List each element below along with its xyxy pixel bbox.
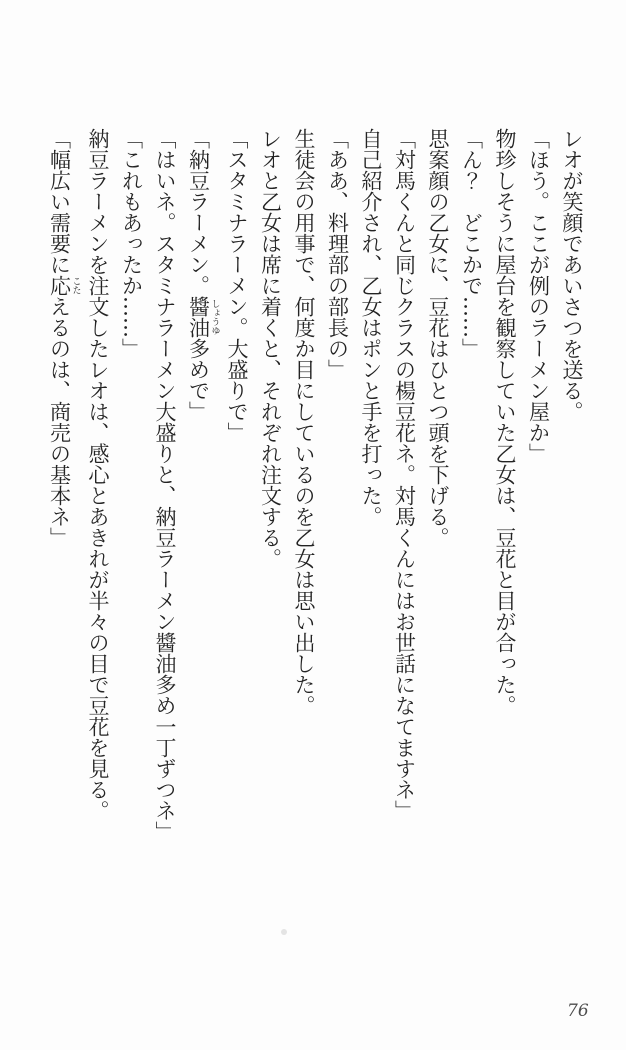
text-columns bbox=[43, 128, 588, 890]
text-line: 「対馬くんと同じクラスの楊豆花ネ。対馬くんにはお世話になてますネ」 bbox=[392, 128, 417, 821]
text-line: レオと乙女は席に着くと、それぞれ注文する。 bbox=[258, 128, 283, 569]
text-line: 「幅広い需要に応 こたえるのは、商売の基本ネ」 bbox=[47, 128, 81, 548]
text-line: 「はいネ。スタミナラーメン大盛りと、納豆ラーメン醬油多め一丁ずつネ」 bbox=[153, 128, 177, 842]
text-line: 「ほう。ここが例のラーメン屋か」 bbox=[526, 128, 551, 464]
text-line: 物珍しそうに屋台を観察していた乙女は、豆花と目が合った。 bbox=[493, 128, 517, 716]
text-line: 「これもあったか……」 bbox=[119, 128, 144, 359]
page-number: 76 bbox=[567, 1001, 589, 1021]
furigana-ruby: 醬油 しょうゆ bbox=[186, 296, 220, 338]
text-line: 生徒会の用事で、何度か目にしているのを乙女は思い出した。 bbox=[292, 128, 316, 716]
text-line: 「ん？ どこかで……」 bbox=[459, 128, 484, 359]
text-line: 思案顔の乙女に、豆花はひとつ頭を下げる。 bbox=[426, 128, 450, 548]
text-line: レオが笑顔であいさつを送る。 bbox=[560, 128, 584, 422]
text-line: 「納豆ラーメン。醬油 しょうゆ多めで」 bbox=[186, 128, 220, 422]
scan-speck bbox=[281, 929, 287, 935]
text-line: 自己紹介され、乙女はポンと手を打った。 bbox=[359, 128, 383, 527]
text-line: 納豆ラーメンを注文したレオは、感心とあきれが半々の目で豆花を見る。 bbox=[86, 128, 110, 821]
text-line: 「ああ、料理部の部長の」 bbox=[325, 128, 350, 380]
text-line: 「スタミナラーメン。大盛りで」 bbox=[225, 128, 249, 443]
furigana-ruby: 応 こた bbox=[47, 275, 81, 296]
